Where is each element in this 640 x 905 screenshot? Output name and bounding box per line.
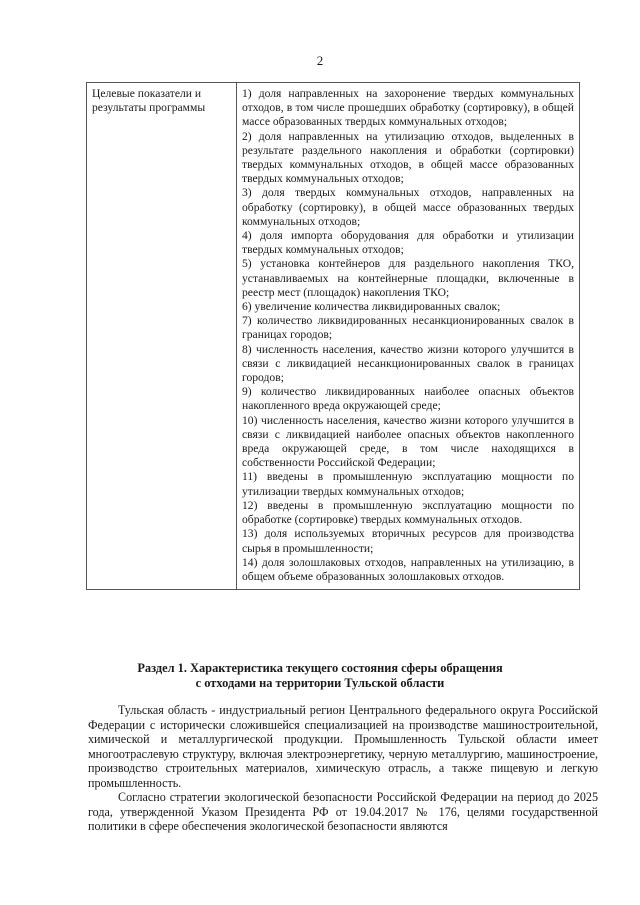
indicator-item-11: 11) введены в промышленную эксплуатацию мощности по утилизации твердых коммунальных отходов;	[242, 470, 574, 498]
indicator-item-3: 3) доля твердых коммунальных отходов, направленных на обработку (сортировку), в общей массе образованных твердых коммунальных отходов;	[242, 186, 574, 228]
section-title	[0, 661, 640, 691]
indicator-item-2: 2) доля направленных на утилизацию отходов, выделенных в результате раздельного накопления и обработки (сортировки) твердых коммунальных отходов, в общей массе образованных твердых коммунальных отходов;	[242, 129, 574, 186]
indicator-item-10: 10) численность населения, качество жизни которого улучшится в связи с ликвидацией наиболее опасных объектов накопленного вреда окружающей среде, в том числе находящихся в собственности Российской Федерации;	[242, 413, 574, 470]
paragraph-1: Тульская область - индустриальный регион Центрального федерального округа Российской Федерации с исторически сложившейся специализацией на производстве машиностроительной, химической и металлургической продукции. Промышленность Тульской области имеет многоотраслевую структуру, включая электроэнергетику, черную металлургию, машиностроение, производство строительных материалов, химическую отрасль, а также пищевую и легкую промышленность.	[88, 703, 598, 790]
section-title-line-1: Раздел 1. Характеристика текущего состояния сферы обращения	[137, 661, 503, 675]
page-number: 2	[316, 53, 324, 68]
body-text	[88, 703, 598, 834]
indicator-item-12: 12) введены в промышленную эксплуатацию мощности по обработке (сортировке) твердых коммунальных отходов.	[242, 498, 574, 527]
table-row	[87, 83, 580, 590]
indicator-item-14: 14) доля золошлаковых отходов, направленных на утилизацию, в общем объеме образованных золошлаковых отходов.	[242, 555, 574, 583]
table-value-cell	[237, 83, 580, 590]
indicator-item-1: 1) доля направленных на захоронение твердых коммунальных отходов, в том числе прошедших обработку (сортировку), в общей массе образованных твердых коммунальных отходов;	[242, 87, 574, 129]
section-title-line-2: с отходами на территории Тульской области	[195, 676, 445, 690]
table-label-cell: Целевые показатели и результаты программы	[87, 83, 237, 590]
indicator-item-6: 6) увеличение количества ликвидированных свалок;	[242, 300, 501, 314]
program-indicators-table	[86, 82, 580, 590]
indicator-item-9: 9) количество ликвидированных наиболее опасных объектов накопленного вреда окружающей среде;	[242, 385, 574, 413]
indicator-item-13: 13) доля используемых вторичных ресурсов для производства сырья в промышленности;	[242, 527, 574, 555]
indicator-item-8: 8) численность населения, качество жизни которого улучшится в связи с ликвидацией несанкционированных свалок в границах городов;	[242, 342, 574, 385]
indicator-item-4: 4) доля импорта оборудования для обработки и утилизации твердых коммунальных отходов;	[242, 229, 574, 257]
paragraph-2: Согласно стратегии экологической безопасности Российской Федерации на период до 2025 года, утвержденной Указом Президента РФ от 19.04.2017 № 176, целями государственной политики в сфере обеспечения экологической безопасности являются	[88, 790, 598, 834]
indicator-item-7: 7) количество ликвидированных несанкционированных свалок в границах городов;	[242, 314, 574, 342]
indicator-item-5: 5) установка контейнеров для раздельного накопления ТКО, устанавливаемых на контейнерные площадки, включенные в реестр мест (площадок) накопления ТКО;	[242, 257, 574, 299]
